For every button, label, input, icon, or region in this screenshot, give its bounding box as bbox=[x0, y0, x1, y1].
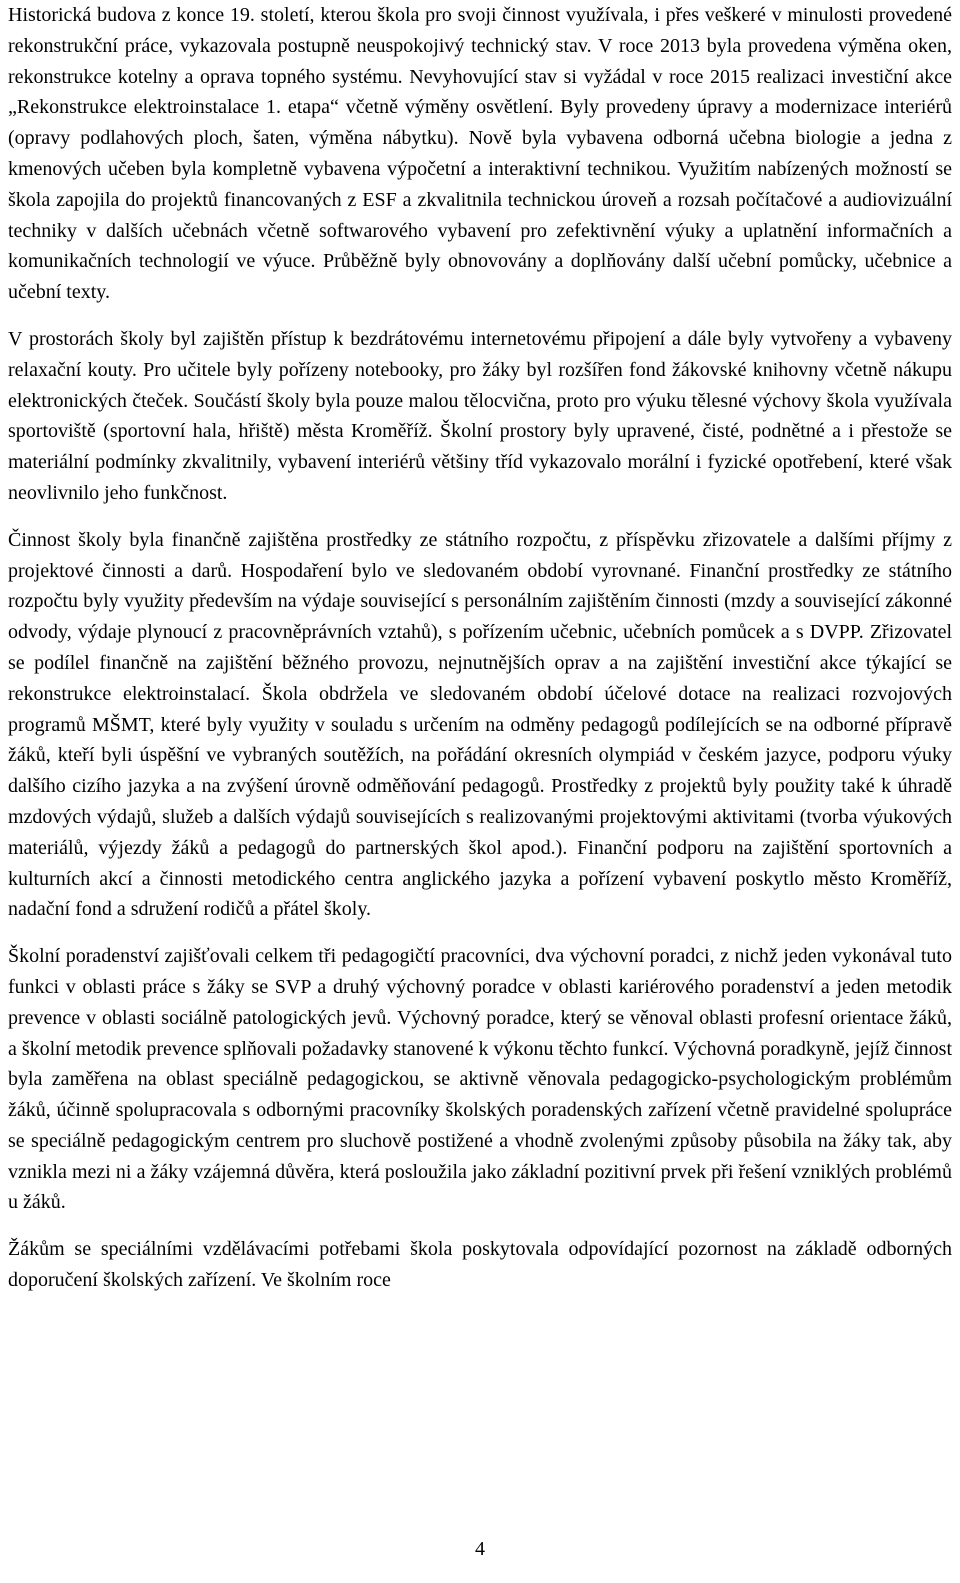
paragraph-finances: Činnost školy byla finančně zajištěna prostředky ze státního rozpočtu, z příspěvku zřizovatele a dalšími příjmy z projektové činnosti a darů. Hospodaření bylo ve sledovaném období vyrovnané. Finanční prostředky ze státního rozpočtu byly využity především na výdaje související s personálním zajištěním činnosti (mzdy a související zákonné odvody, výdaje plynoucí z pracovněprávních vztahů), s pořízením učebnic, učebních pomůcek a s DVPP. Zřizovatel se podílel finančně na zajištění běžného provozu, nejnutnějších oprav a na zajištění investiční akce týkající se rekonstrukce elektroinstalací. Škola obdržela ve sledovaném období účelové dotace na realizaci rozvojových programů MŠMT, které byly využity v souladu s určením na odměny pedagogů podílejících se na odborné přípravě žáků, kteří byli úspěšní ve vybraných soutěžích, na pořádání okresních olympiád v českém jazyce, podporu výuky dalšího cizího jazyka a na zvýšení úrovně odměňování pedagogů. Prostředky z projektů byly použity také k úhradě mzdových výdajů, služeb a dalších výdajů souvisejících s realizovanými projektovými aktivitami (tvorba výukových materiálů, výjezdy žáků a pedagogů do partnerských škol apod.). Finanční podporu na zajištění sportovních a kulturních akcí a činnosti metodického centra anglického jazyka a pořízení vybavení poskytlo město Kroměříž, nadační fond a sdružení rodičů a přátel školy. bbox=[8, 528, 952, 921]
paragraph-spacer bbox=[8, 308, 952, 324]
page-number: 4 bbox=[475, 1538, 485, 1560]
paragraph-facilities: V prostorách školy byl zajištěn přístup k bezdrátovému internetovému připojení a dále byly vytvořeny a vybaveny relaxační kouty. Pro učitele byly pořízeny notebooky, pro žáky byl rozšířen fond žákovské knihovny včetně nákupu elektronických čteček. Součástí školy byla pouze malou tělocvična, proto pro výuku tělesné výchovy škola využívala sportoviště (sportovní hala, hřiště) města Kroměříž. Školní prostory byly upravené, čisté, podnětné a i přestože se materiální podmínky zkvalitnily, vybavení interiérů většiny tříd vykazovalo morální i fyzické opotřebení, které však neovlivnilo jeho funkčnost. bbox=[8, 327, 952, 504]
document-page bbox=[8, 0, 952, 1296]
paragraph-counseling: Školní poradenství zajišťovali celkem tři pedagogičtí pracovníci, dva výchovní poradci, z nichž jeden vykonával tuto funkci v oblasti práce s žáky se SVP a druhý výchovný poradce v oblasti kariérového poradenství a jeden metodik prevence v oblasti sociálně patologických jevů. Výchovný poradce, který se věnoval oblasti profesní orientace žáků, a školní metodik prevence splňovali požadavky stanovené k výkonu těchto funkcí. Výchovná poradkyně, jejíž činnost byla zaměřena na oblast speciálně pedagogickou, se aktivně věnovala pedagogicko-psychologickým problémům žáků, účinně spolupracovala s odbornými pracovníky školských poradenských zařízení včetně pravidelné spolupráce se speciálně pedagogickým centrem pro sluchově postižené a vhodně zvolenými způsoby působila na žáky tak, aby vznikla mezi ni a žáky vzájemná důvěra, která posloužila jako základní pozitivní prvek při řešení vzniklých problémů u žáků. bbox=[8, 945, 952, 1214]
paragraph-special-needs: Žákům se speciálními vzdělávacími potřebami škola poskytovala odpovídající pozornost na základě odborných doporučení školských zařízení. Ve školním roce bbox=[8, 1238, 952, 1292]
paragraph-building: Historická budova z konce 19. století, kterou škola pro svoji činnost využívala, i přes veškeré v minulosti provedené rekonstrukční práce, vykazovala postupně neuspokojivý technický stav. V roce 2013 byla provedena výměna oken, rekonstrukce kotelny a oprava topného systému. Nevyhovující stav si vyžádal v roce 2015 realizaci investiční akce „Rekonstrukce elektroinstalace 1. etapa“ včetně výměny osvětlení. Byly provedeny úpravy a modernizace interiérů (opravy podlahových ploch, šaten, výměna nábytku). Nově byla vybavena odborná učebna biologie a jedna z kmenových učeben byla kompletně vybavena výpočetní a interaktivní technikou. Využitím nabízených možností se škola zapojila do projektů financovaných z ESF a zkvalitnila technickou úroveň a rozsah počítačové a audiovizuální techniky v dalších učebnách včetně softwarového vybavení pro zefektivnění výuky a uplatnění informačních a komunikačních technologií ve výuce. Průběžně byly obnovovány a doplňovány další učební pomůcky, učebnice a učební texty. bbox=[8, 4, 952, 304]
paragraph-spacer bbox=[8, 925, 952, 941]
paragraph-spacer bbox=[8, 509, 952, 525]
paragraph-spacer bbox=[8, 1218, 952, 1234]
